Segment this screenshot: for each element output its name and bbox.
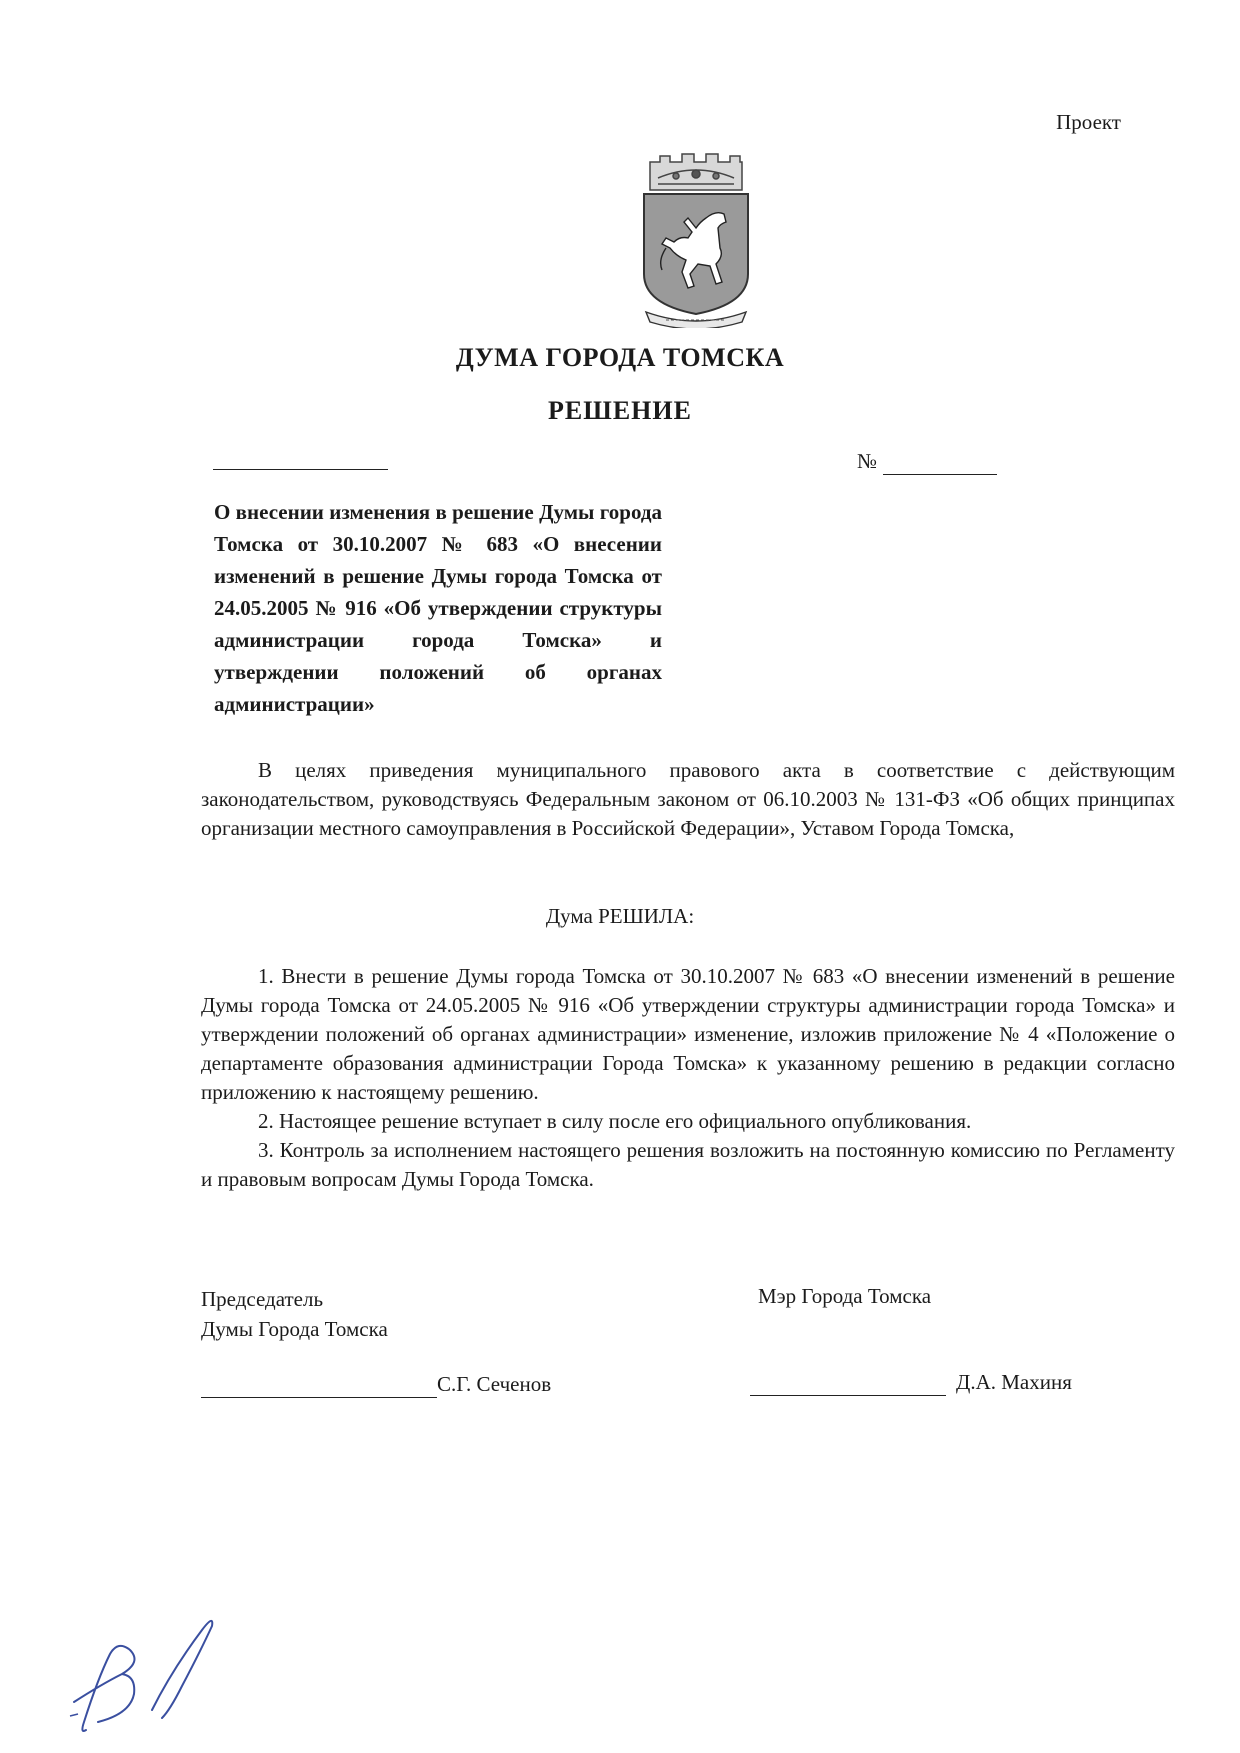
organization-title: ДУМА ГОРОДА ТОМСКА [455,343,785,372]
resolution-item: 1. Внести в решение Думы города Томска от 30.10.2007 № 683 «О внесении изменений в решение Думы города Томска от 24.05.2005 № 916 «Об утверждении структуры администрации города Томска» и утверждении положений об органах администрации» изменение, изложив приложение № 4 «Положение о департаменте образования администрации Города Томска» к указанному решению в редакции согласно приложению к настоящему решению. [201,964,1175,1104]
crown-icon [650,154,742,190]
chairman-title-line1: Председатель [201,1287,324,1311]
resolution-item: 2. Настоящее решение вступает в силу после его официального опубликования. [258,1109,972,1133]
document-subject: О внесении изменения в решение Думы города Томска от 30.10.2007 № 683 «О внесении изменений в решение Думы города Томска от 24.05.2005 № 916 «Об утверждении структуры администрации города Томска» и утверждении положений об органах администрации» [214,500,662,716]
document-type-heading: РЕШЕНИЕ [548,396,692,425]
draft-label: Проект [1056,110,1121,134]
chairman-title [201,1284,388,1344]
mayor-title: Мэр Города Томска [758,1284,932,1308]
mayor-name: Д.А. Махиня [956,1370,1072,1394]
chairman-name: С.Г. Сеченов [437,1372,552,1396]
tomsk-coat-of-arms-icon [636,152,756,328]
handwritten-initials [62,1590,242,1740]
preamble-paragraph: В целях приведения муниципального правового акта в соответствие с действующим законодательством, руководствуясь Федеральным законом от 06.10.2003 № 131-ФЗ «Об общих принципах организации местного самоуправления в Российской Федерации», Уставом Города Томска, [201,758,1175,840]
signature-blank-line [750,1375,946,1396]
date-blank-line [213,467,388,470]
resolution-heading: Дума РЕШИЛА: [545,904,695,928]
chairman-signature [201,1370,551,1398]
number-blank-line [883,454,997,475]
document-number-field [857,447,997,475]
mayor-signature [750,1368,1072,1396]
resolution-items [201,962,1175,1194]
resolution-item: 3. Контроль за исполнением настоящего решения возложить на постоянную комиссию по Регламенту и правовым вопросам Думы Города Томска. [201,1138,1175,1191]
signature-blank-line [201,1377,437,1398]
chairman-title-line2: Думы Города Томска [201,1317,388,1341]
number-label: № [857,449,878,473]
